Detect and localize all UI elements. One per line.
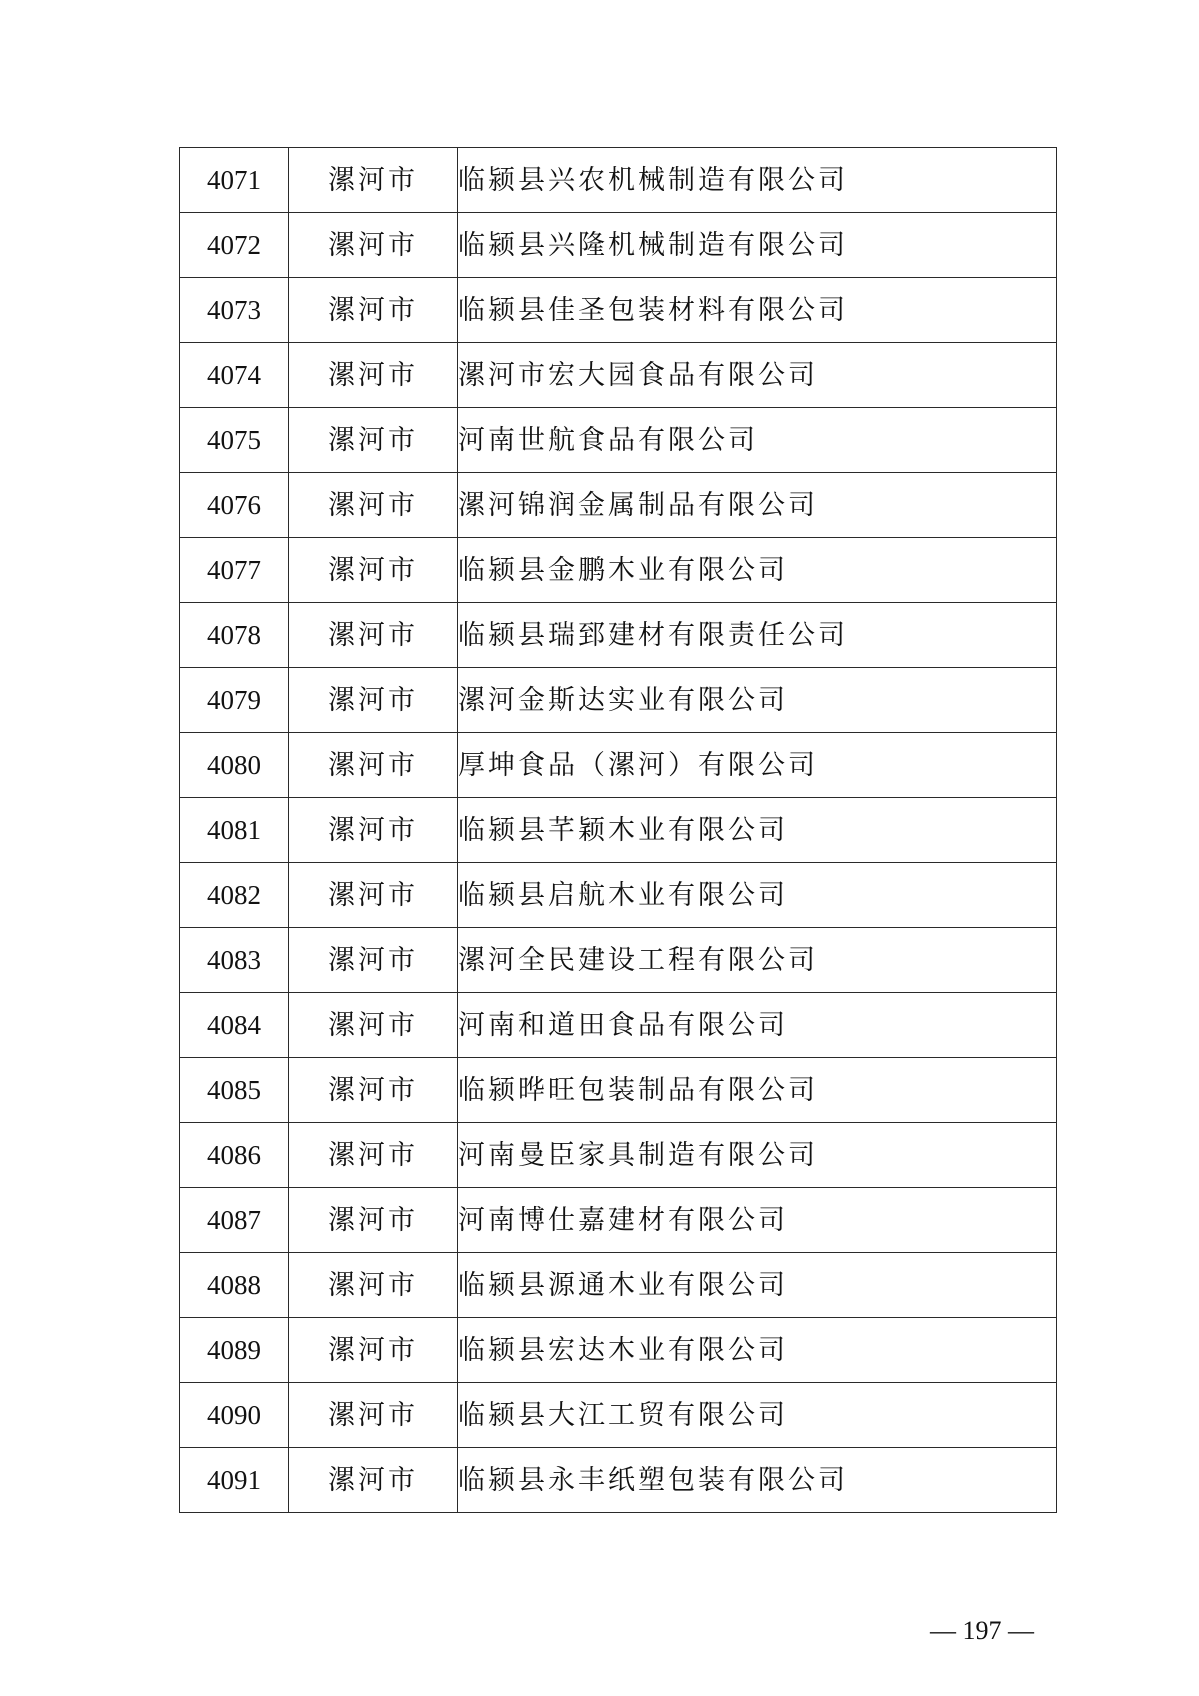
row-number-cell: 4088 xyxy=(180,1253,289,1318)
company-name-cell: 河南和道田食品有限公司 xyxy=(458,993,1057,1058)
table-row xyxy=(180,1188,1057,1253)
table-row xyxy=(180,408,1057,473)
row-number-cell: 4074 xyxy=(180,343,289,408)
company-name-cell: 临颍县佳圣包装材料有限公司 xyxy=(458,278,1057,343)
city-cell: 漯河市 xyxy=(289,278,458,343)
company-name-cell: 漯河锦润金属制品有限公司 xyxy=(458,473,1057,538)
table-row xyxy=(180,1448,1057,1513)
row-number-cell: 4087 xyxy=(180,1188,289,1253)
company-name-cell: 河南曼臣家具制造有限公司 xyxy=(458,1123,1057,1188)
table-row xyxy=(180,473,1057,538)
row-number-cell: 4086 xyxy=(180,1123,289,1188)
table-row xyxy=(180,733,1057,798)
row-number-cell: 4081 xyxy=(180,798,289,863)
page-number: — 197 — xyxy=(930,1616,1034,1645)
city-cell: 漯河市 xyxy=(289,538,458,603)
company-name-cell: 临颍晔旺包装制品有限公司 xyxy=(458,1058,1057,1123)
company-name-cell: 漯河金斯达实业有限公司 xyxy=(458,668,1057,733)
company-name-cell: 临颍县永丰纸塑包装有限公司 xyxy=(458,1448,1057,1513)
row-number-cell: 4090 xyxy=(180,1383,289,1448)
city-cell: 漯河市 xyxy=(289,1123,458,1188)
table-row xyxy=(180,538,1057,603)
row-number-cell: 4082 xyxy=(180,863,289,928)
company-name-cell: 临颍县金鹏木业有限公司 xyxy=(458,538,1057,603)
city-cell: 漯河市 xyxy=(289,213,458,278)
city-cell: 漯河市 xyxy=(289,1253,458,1318)
row-number-cell: 4083 xyxy=(180,928,289,993)
table-row xyxy=(180,213,1057,278)
company-name-cell: 漯河全民建设工程有限公司 xyxy=(458,928,1057,993)
table-row xyxy=(180,993,1057,1058)
city-cell: 漯河市 xyxy=(289,148,458,213)
city-cell: 漯河市 xyxy=(289,408,458,473)
city-cell: 漯河市 xyxy=(289,343,458,408)
city-cell: 漯河市 xyxy=(289,993,458,1058)
company-name-cell: 临颍县源通木业有限公司 xyxy=(458,1253,1057,1318)
company-list-table xyxy=(179,147,1057,1513)
company-name-cell: 漯河市宏大园食品有限公司 xyxy=(458,343,1057,408)
row-number-cell: 4076 xyxy=(180,473,289,538)
row-number-cell: 4079 xyxy=(180,668,289,733)
row-number-cell: 4075 xyxy=(180,408,289,473)
company-name-cell: 临颍县芊颖木业有限公司 xyxy=(458,798,1057,863)
city-cell: 漯河市 xyxy=(289,668,458,733)
city-cell: 漯河市 xyxy=(289,1448,458,1513)
row-number-cell: 4084 xyxy=(180,993,289,1058)
row-number-cell: 4085 xyxy=(180,1058,289,1123)
table-row xyxy=(180,668,1057,733)
company-name-cell: 河南博仕嘉建材有限公司 xyxy=(458,1188,1057,1253)
table-row xyxy=(180,1383,1057,1448)
table-row xyxy=(180,928,1057,993)
table-row xyxy=(180,1253,1057,1318)
company-name-cell: 河南世航食品有限公司 xyxy=(458,408,1057,473)
row-number-cell: 4078 xyxy=(180,603,289,668)
row-number-cell: 4091 xyxy=(180,1448,289,1513)
table-row xyxy=(180,278,1057,343)
table-row xyxy=(180,1123,1057,1188)
company-name-cell: 临颍县兴农机械制造有限公司 xyxy=(458,148,1057,213)
row-number-cell: 4089 xyxy=(180,1318,289,1383)
table-row xyxy=(180,148,1057,213)
row-number-cell: 4071 xyxy=(180,148,289,213)
row-number-cell: 4072 xyxy=(180,213,289,278)
company-name-cell: 厚坤食品（漯河）有限公司 xyxy=(458,733,1057,798)
city-cell: 漯河市 xyxy=(289,473,458,538)
company-name-cell: 临颍县瑞郅建材有限责任公司 xyxy=(458,603,1057,668)
company-name-cell: 临颍县宏达木业有限公司 xyxy=(458,1318,1057,1383)
city-cell: 漯河市 xyxy=(289,1188,458,1253)
table-row xyxy=(180,798,1057,863)
table-body xyxy=(180,148,1057,1513)
company-name-cell: 临颍县大江工贸有限公司 xyxy=(458,1383,1057,1448)
row-number-cell: 4080 xyxy=(180,733,289,798)
row-number-cell: 4073 xyxy=(180,278,289,343)
city-cell: 漯河市 xyxy=(289,1058,458,1123)
company-name-cell: 临颍县启航木业有限公司 xyxy=(458,863,1057,928)
city-cell: 漯河市 xyxy=(289,603,458,668)
city-cell: 漯河市 xyxy=(289,928,458,993)
city-cell: 漯河市 xyxy=(289,1383,458,1448)
city-cell: 漯河市 xyxy=(289,733,458,798)
table-row xyxy=(180,343,1057,408)
row-number-cell: 4077 xyxy=(180,538,289,603)
company-name-cell: 临颍县兴隆机械制造有限公司 xyxy=(458,213,1057,278)
city-cell: 漯河市 xyxy=(289,798,458,863)
table-row xyxy=(180,1318,1057,1383)
city-cell: 漯河市 xyxy=(289,1318,458,1383)
table-row xyxy=(180,863,1057,928)
city-cell: 漯河市 xyxy=(289,863,458,928)
table-row xyxy=(180,603,1057,668)
table-row xyxy=(180,1058,1057,1123)
